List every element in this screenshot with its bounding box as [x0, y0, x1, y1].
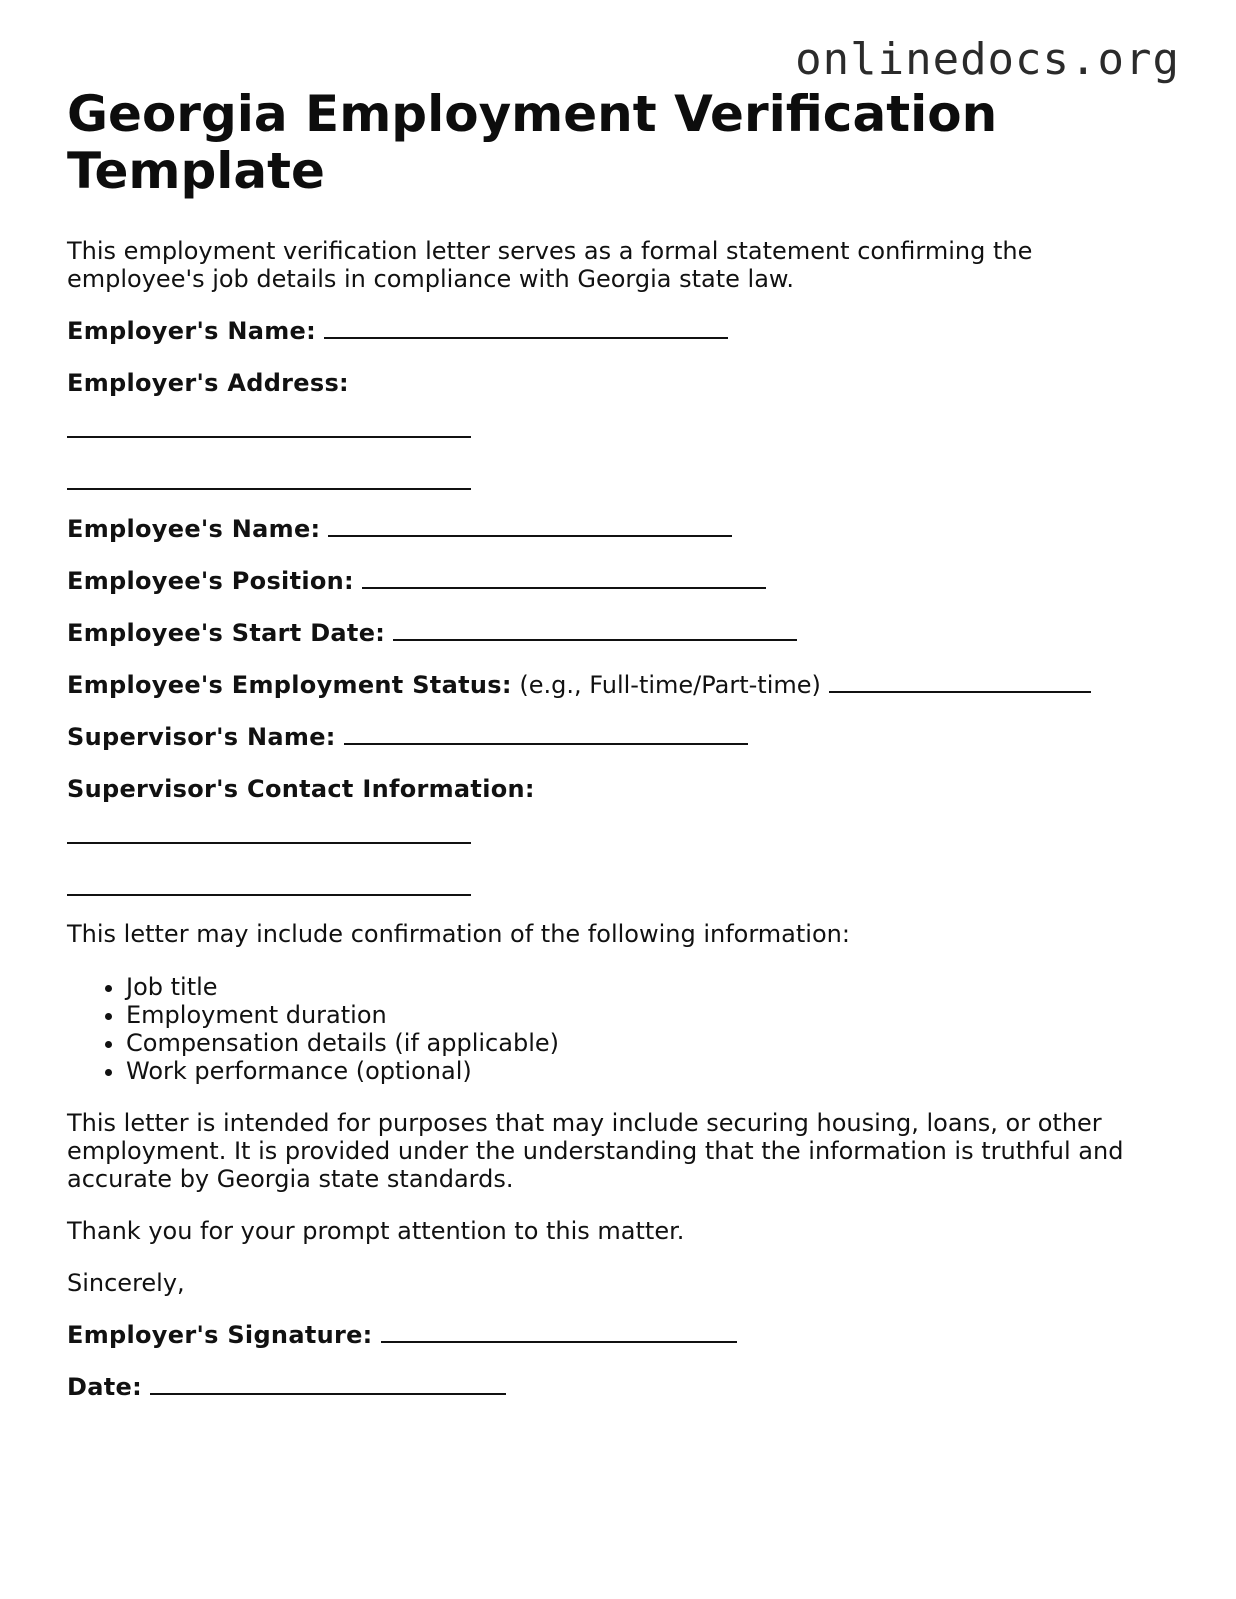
employer-address-blank-1[interactable] [67, 436, 471, 438]
employer-name-blank[interactable] [324, 317, 728, 339]
supervisor-name-blank[interactable] [344, 723, 748, 745]
document-title: Georgia Employment Verification Template [67, 85, 998, 200]
supervisor-contact-label: Supervisor's Contact Information: [67, 775, 535, 803]
employee-name-blank[interactable] [328, 515, 732, 537]
supervisor-contact-field [67, 775, 1177, 803]
employment-status-blank[interactable] [829, 671, 1091, 693]
employee-name-label: Employee's Name: [67, 515, 321, 543]
date-label: Date: [67, 1373, 142, 1401]
supervisor-contact-blank-2[interactable] [67, 894, 471, 896]
employer-name-label: Employer's Name: [67, 317, 317, 345]
signature-field [67, 1321, 1177, 1349]
employee-name-field [67, 515, 1177, 543]
confirmation-intro: This letter may include confirmation of the following information: [67, 920, 850, 948]
date-blank[interactable] [150, 1373, 506, 1395]
thanks-paragraph: Thank you for your prompt attention to this matter. [67, 1217, 685, 1245]
employer-name-field [67, 317, 1177, 345]
supervisor-name-field [67, 723, 1177, 751]
employment-status-field [67, 671, 1177, 699]
employee-position-field [67, 567, 1177, 595]
list-item: • Employment duration [126, 1001, 1177, 1029]
employment-status-label: Employee's Employment Status: [67, 671, 512, 699]
sign-off: Sincerely, [67, 1269, 185, 1297]
document-page [67, 86, 1177, 1401]
employer-address-field [67, 369, 1177, 397]
signature-blank[interactable] [381, 1321, 737, 1343]
list-item: • Compensation details (if applicable) [126, 1029, 1177, 1057]
employee-start-date-blank[interactable] [393, 619, 797, 641]
employer-address-label: Employer's Address: [67, 369, 349, 397]
supervisor-name-label: Supervisor's Name: [67, 723, 336, 751]
list-item: • Work performance (optional) [126, 1057, 1177, 1085]
intro-paragraph: This employment verification letter serves as a formal statement confirming the employee's job details in compliance with Georgia state law. [67, 237, 1033, 293]
employee-position-blank[interactable] [362, 567, 766, 589]
employee-start-date-label: Employee's Start Date: [67, 619, 386, 647]
purpose-paragraph: This letter is intended for purposes that may include securing housing, loans, or other employment. It is provided under the understanding that the information is truthful and accurate by Georgia state standards. [67, 1109, 1124, 1193]
employment-status-hint: (e.g., Full-time/Part-time) [519, 671, 821, 699]
confirmation-list [67, 973, 1177, 1085]
list-item: • Job title [126, 973, 1177, 1001]
supervisor-contact-blank-1[interactable] [67, 842, 471, 844]
employer-address-blank-2[interactable] [67, 488, 471, 490]
employee-position-label: Employee's Position: [67, 567, 354, 595]
date-field [67, 1373, 1177, 1401]
watermark: onlinedocs.org [795, 34, 1180, 85]
employee-start-date-field [67, 619, 1177, 647]
signature-label: Employer's Signature: [67, 1321, 373, 1349]
